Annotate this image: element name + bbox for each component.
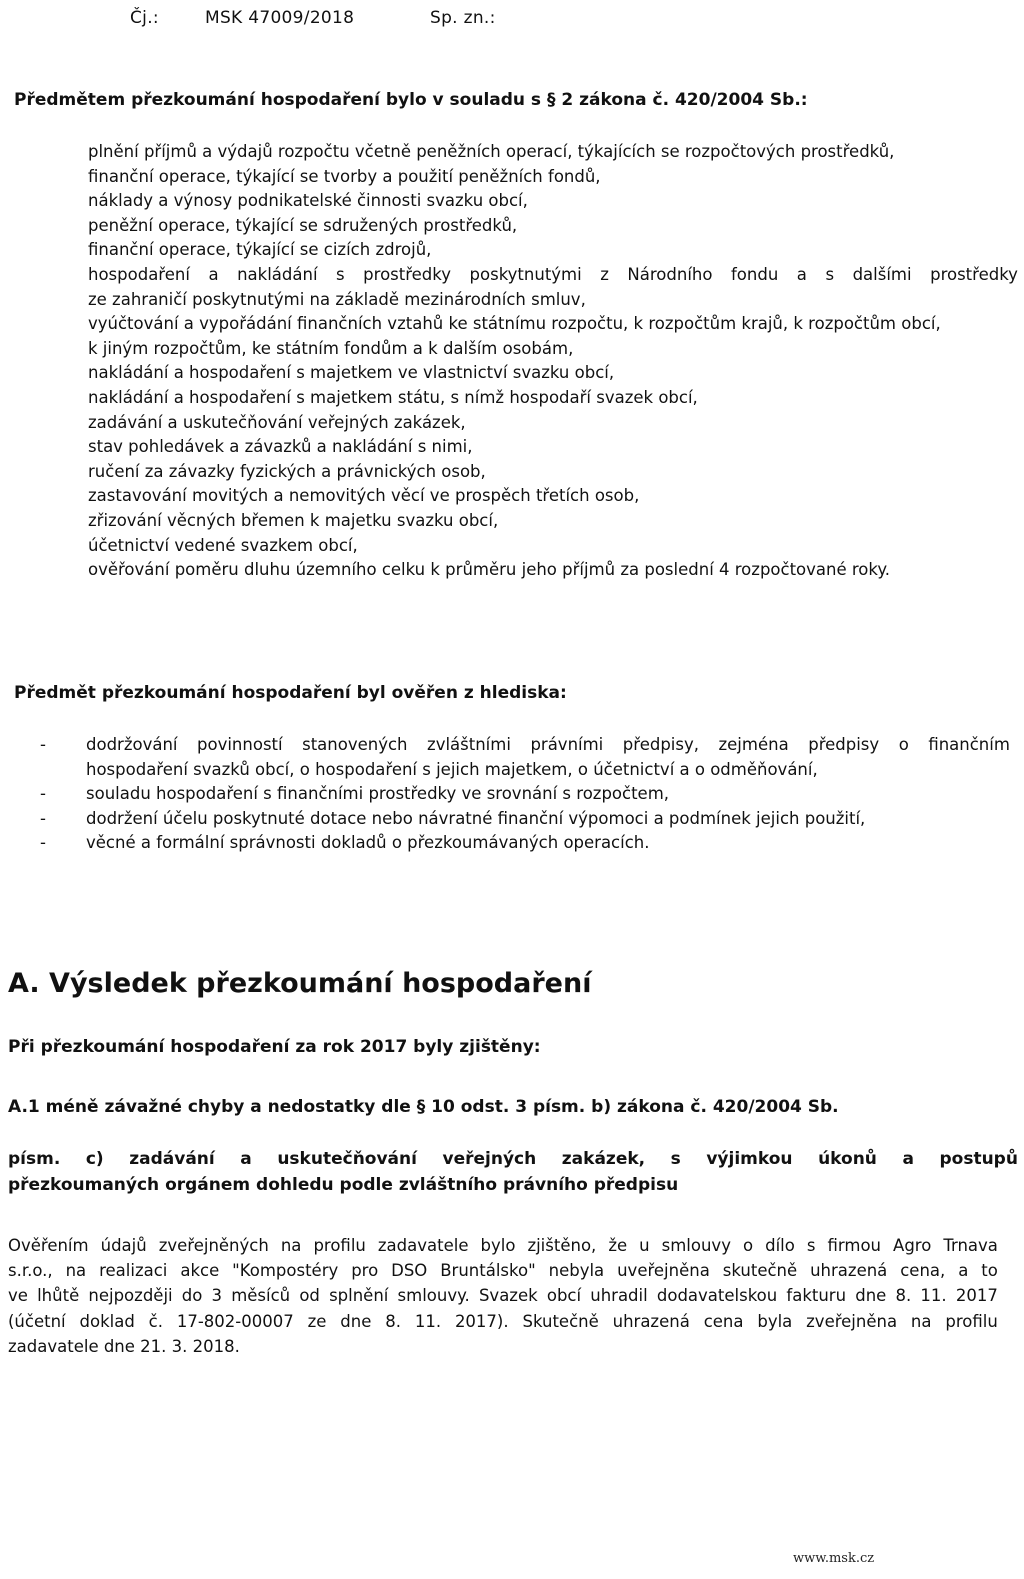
list-dash: - <box>40 833 46 852</box>
aspect-item <box>40 782 1010 807</box>
scope-item: finanční operace, týkající se cizích zdrojů, <box>88 240 432 260</box>
pism-line: písm. c) zadávání a uskutečňování veřejných zakázek, s výjimkou úkonů a postupů <box>8 1149 1018 1169</box>
document-header <box>130 8 496 28</box>
aspect-text-line: dodržování povinností stanovených zvláštními právními předpisy, zejména předpisy o finančním <box>86 735 1010 754</box>
finding-line: Ověřením údajů zveřejněných na profilu zadavatele bylo zjištěno, že u smlouvy o dílo s firmou Agro Trnava <box>8 1236 998 1255</box>
list-dash: - <box>40 784 46 803</box>
aspect-text-line: věcné a formální správnosti dokladů o přezkoumávaných operacích. <box>86 833 650 852</box>
scope-item: peněžní operace, týkající se sdružených prostředků, <box>88 215 518 235</box>
aspect-item <box>40 807 1010 832</box>
scope-title: Předmětem přezkoumání hospodaření bylo v souladu s § 2 zákona č. 420/2004 Sb.: <box>14 90 808 110</box>
pism-line: přezkoumaných orgánem dohledu podle zvláštního právního předpisu <box>8 1175 679 1195</box>
finding-line: ve lhůtě nejpozději do 3 měsíců od splnění smlouvy. Svazek obcí uhradil dodavatelskou fakturu dne 8. 11. 2017 <box>8 1286 998 1306</box>
list-dash: - <box>40 735 46 754</box>
cj-value: MSK 47009/2018 <box>205 8 355 28</box>
scope-item: hospodaření a nakládání s prostředky poskytnutými z Národního fondu a s dalšími prostředky <box>88 264 1018 284</box>
scope-item: zřizování věcných břemen k majetku svazku obcí, <box>88 510 499 530</box>
scope-item: zadávání a uskutečňování veřejných zakázek, <box>88 412 466 432</box>
finding-paragraph <box>8 1233 998 1359</box>
aspect-item <box>40 831 1010 856</box>
scope-list <box>88 140 1018 583</box>
finding-line: (účetní doklad č. 17-802-00007 ze dne 8. 11. 2017). Skutečně uhrazená cena byla zveřejněna na profilu <box>8 1311 998 1331</box>
aspect-text-line: hospodaření svazků obcí, o hospodaření s jejich majetkem, o účetnictví a o odměňování, <box>86 759 818 779</box>
aspect-text-line: dodržení účelu poskytnuté dotace nebo návratné finanční výpomoci a podmínek jejich použití, <box>86 808 866 828</box>
scope-item: nakládání a hospodaření s majetkem ve vlastnictví svazku obcí, <box>88 363 615 383</box>
list-dash: - <box>40 808 46 828</box>
footer-url: www.msk.cz <box>793 1551 875 1566</box>
aspects-list <box>40 733 1010 856</box>
aspect-text-line: souladu hospodaření s finančními prostředky ve srovnání s rozpočtem, <box>86 784 670 803</box>
aspects-title: Předmět přezkoumání hospodaření byl ověřen z hlediska: <box>14 683 567 703</box>
scope-item: ze zahraničí poskytnutými na základě mezinárodních smluv, <box>88 289 586 309</box>
scope-item: náklady a výnosy podnikatelské činnosti svazku obcí, <box>88 191 528 211</box>
scope-item: k jiným rozpočtům, ke státním fondům a k dalším osobám, <box>88 338 574 358</box>
cj-label: Čj.: <box>130 8 159 28</box>
scope-item: nakládání a hospodaření s majetkem státu, s nímž hospodaří svazek obcí, <box>88 387 698 407</box>
scope-item: zastavování movitých a nemovitých věcí ve prospěch třetích osob, <box>88 486 640 506</box>
scope-item: vyúčtování a vypořádání finančních vztahů ke státnímu rozpočtu, k rozpočtům krajů, k rozpočtům obcí, <box>88 314 941 334</box>
scope-item: ručení za závazky fyzických a právnických osob, <box>88 461 486 481</box>
a1-heading: A.1 méně závažné chyby a nedostatky dle § 10 odst. 3 písm. b) zákona č. 420/2004 Sb. <box>8 1097 839 1117</box>
year-line: Při přezkoumání hospodaření za rok 2017 byly zjištěny: <box>8 1037 541 1057</box>
scope-item: finanční operace, týkající se tvorby a použití peněžních fondů, <box>88 166 601 186</box>
scope-item: účetnictví vedené svazkem obcí, <box>88 535 358 555</box>
aspect-item <box>40 733 1010 782</box>
scope-item: stav pohledávek a závazků a nakládání s nimi, <box>88 437 473 457</box>
spzn-label: Sp. zn.: <box>430 8 496 28</box>
pism-block <box>8 1146 1018 1198</box>
scope-item: plnění příjmů a výdajů rozpočtu včetně peněžních operací, týkajících se rozpočtových prostředků, <box>88 142 895 161</box>
scope-item: ověřování poměru dluhu územního celku k průměru jeho příjmů za poslední 4 rozpočtované roky. <box>88 560 891 580</box>
finding-line: zadavatele dne 21. 3. 2018. <box>8 1336 240 1356</box>
finding-line: s.r.o., na realizaci akce "Kompostéry pro DSO Bruntálsko" nebyla uveřejněna skutečně uhrazená cena, a to <box>8 1261 998 1281</box>
result-heading: A. Výsledek přezkoumání hospodaření <box>8 968 592 999</box>
